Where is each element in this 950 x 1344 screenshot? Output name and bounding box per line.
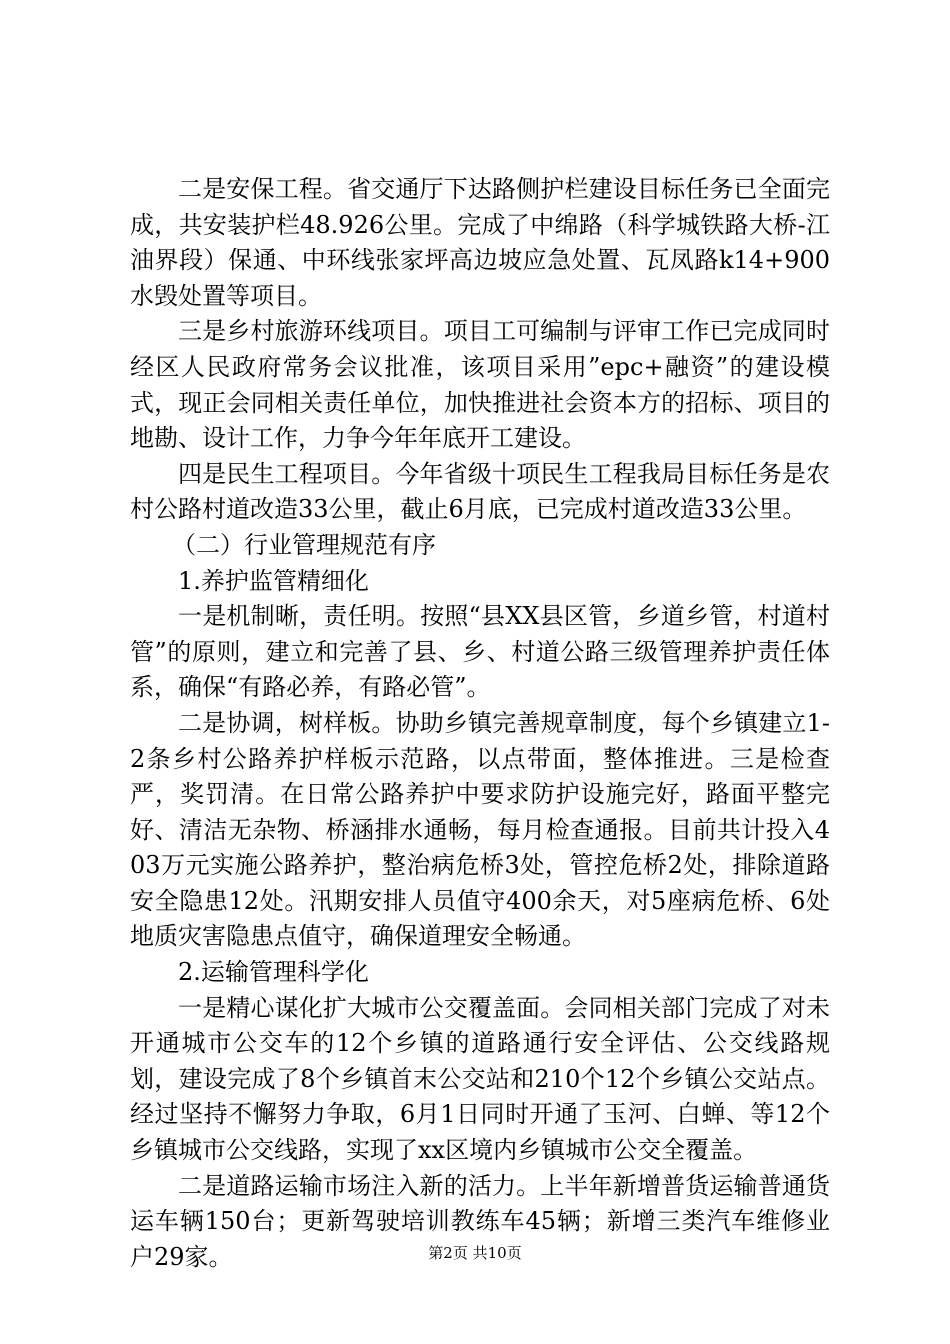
paragraph-rural-tourism-loop: 三是乡村旅游环线项目。项目工可编制与评审工作已完成同时经区人民政府常务会议批准，该项目采用”epc+融资”的建设模式，现正会同相关责任单位，加快推进社会资本方的招标、项目的地勘、设计工作，力争今年年底开工建设。 xyxy=(130,317,830,453)
paragraph-mechanism: 一是机制晰，责任明。按照“县XX县区管，乡道乡管，村道村管”的原则，建立和完善了县、乡、村道公路三级管理养护责任体系，确保“有路必养，有路必管”。 xyxy=(130,602,830,702)
paragraph-security-project: 二是安保工程。省交通厅下达路侧护栏建设目标任务已全面完成，共安装护栏48.926公里。完成了中绵路（科学城铁路大桥-江油界段）保通、中环线张家坪高边坡应急处置、瓦凤路k14+900水毁处置等项目。 xyxy=(130,175,830,310)
document-body xyxy=(130,172,830,1275)
page-number-footer: 第2页 共10页 xyxy=(428,1244,522,1262)
subsection-title-maintenance: 1.养护监管精细化 xyxy=(178,566,369,595)
paragraph-coordination: 二是协调，树样板。协助乡镇完善规章制度，每个乡镇建立1-2条乡村公路养护样板示范路，以点带面，整体推进。三是检查严，奖罚清。在日常公路养护中要求防护设施完好，路面平整完好、清洁无杂物、桥涵排水通畅，每月检查通报。目前共计投入403万元实施公路养护，整治病危桥3处，管控危桥2处，排除道路安全隐患12处。汛期安排人员值守400余天，对5座病危桥、6处地质灾害隐患点值守，确保道理安全畅通。 xyxy=(130,708,830,951)
paragraph-bus-coverage: 一是精心谋化扩大城市公交覆盖面。会同相关部门完成了对未开通城市公交车的12个乡镇的道路通行安全评估、公交线路规划，建设完成了8个乡镇首末公交站和210个12个乡镇公交站点。经过坚持不懈努力争取，6月1日同时开通了玉河、白蝉、等12个乡镇城市公交线路，实现了xx区境内乡镇城市公交全覆盖。 xyxy=(130,993,830,1165)
paragraph-transport-market: 二是道路运输市场注入新的活力。上半年新增普货运输普通货运车辆150台；更新驾驶培训教练车45辆；新增三类汽车维修业户29家。 xyxy=(130,1171,830,1271)
section-heading: （二）行业管理规范有序 xyxy=(172,530,436,559)
subsection-title-transport: 2.运输管理科学化 xyxy=(178,958,369,987)
paragraph-livelihood-project: 四是民生工程项目。今年省级十项民生工程我局目标任务是农村公路村道改造33公里，截止6月底，已完成村道改造33公里。 xyxy=(130,459,830,524)
